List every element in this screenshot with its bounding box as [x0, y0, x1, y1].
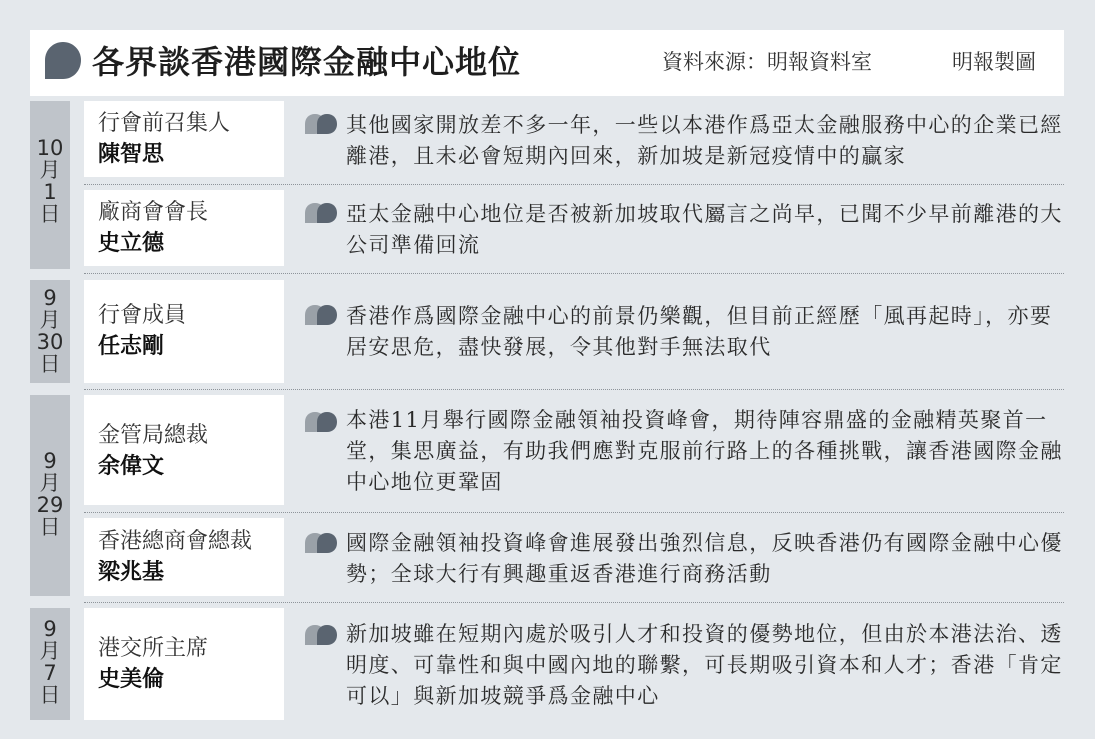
speaker-name: 梁兆基: [98, 560, 165, 585]
speaker-role: 金管局總裁: [98, 423, 209, 448]
quote-text: 香港作爲國際金融中心的前景仍樂觀，但目前正經歷「風再起時」，亦要居安思危，盡快發展，令其他對手無法取代: [346, 304, 1053, 359]
quote-icon: [304, 532, 338, 554]
speaker-name: 任志剛: [98, 334, 165, 359]
speaker-role: 行會成員: [98, 303, 187, 328]
quote-text: 其他國家開放差不多一年，一些以本港作爲亞太金融服務中心的企業已經離港，且未必會短期內回來，新加坡是新冠疫情中的贏家: [346, 113, 1063, 168]
speaker-name: 史美倫: [98, 667, 165, 692]
date-label: 9 月 7 日: [39, 617, 61, 707]
speaker-card: [84, 190, 284, 266]
speaker-role: 行會前召集人: [98, 111, 231, 136]
source-note: 資料來源：明報資料室: [662, 50, 872, 74]
divider: [84, 389, 1064, 390]
date-label: 9 月 29 日: [36, 449, 64, 539]
speaker-card: [84, 101, 284, 177]
speech-bubble-icon: [42, 40, 82, 82]
speaker-card: [84, 395, 284, 505]
quote-icon: [304, 202, 338, 224]
page-title: 各界談香港國際金融中心地位: [92, 43, 522, 81]
speaker-name: 余偉文: [98, 454, 165, 479]
graphic-credit: 明報製圖: [952, 50, 1036, 74]
speaker-role: 香港總商會總裁: [98, 529, 253, 554]
divider: [84, 512, 1064, 513]
date-label: 10 月 1 日: [36, 136, 64, 226]
speaker-card: [84, 280, 284, 383]
quote-icon: [304, 411, 338, 433]
speaker-role: 廠商會會長: [98, 200, 209, 225]
divider: [84, 273, 1064, 274]
quote-text: 本港11月舉行國際金融領袖投資峰會，期待陣容鼎盛的金融精英聚首一堂，集思廣益，有助我們應對克服前行路上的各種挑戰，讓香港國際金融中心地位更鞏固: [346, 408, 1063, 494]
quote-text: 國際金融領袖投資峰會進展發出強烈信息，反映香港仍有國際金融中心優勢；全球大行有興趣重返香港進行商務活動: [346, 531, 1063, 586]
quote-icon: [304, 304, 338, 326]
speaker-name: 陳智思: [98, 142, 165, 167]
speaker-card: [84, 608, 284, 720]
speaker-name: 史立德: [98, 231, 165, 256]
divider: [84, 602, 1064, 603]
header-panel: [30, 30, 1064, 96]
quote-icon: [304, 113, 338, 135]
speaker-role: 港交所主席: [98, 636, 209, 661]
divider: [84, 184, 1064, 185]
date-label: 9 月 30 日: [36, 286, 64, 376]
quote-text: 新加坡雖在短期內處於吸引人才和投資的優勢地位，但由於本港法治、透明度、可靠性和與中國內地的聯繫，可長期吸引資本和人才；香港「肯定可以」與新加坡競爭爲金融中心: [346, 622, 1063, 708]
quote-text: 亞太金融中心地位是否被新加坡取代屬言之尚早，已聞不少早前離港的大公司準備回流: [346, 202, 1063, 257]
speaker-card: [84, 518, 284, 596]
quote-icon: [304, 624, 338, 646]
